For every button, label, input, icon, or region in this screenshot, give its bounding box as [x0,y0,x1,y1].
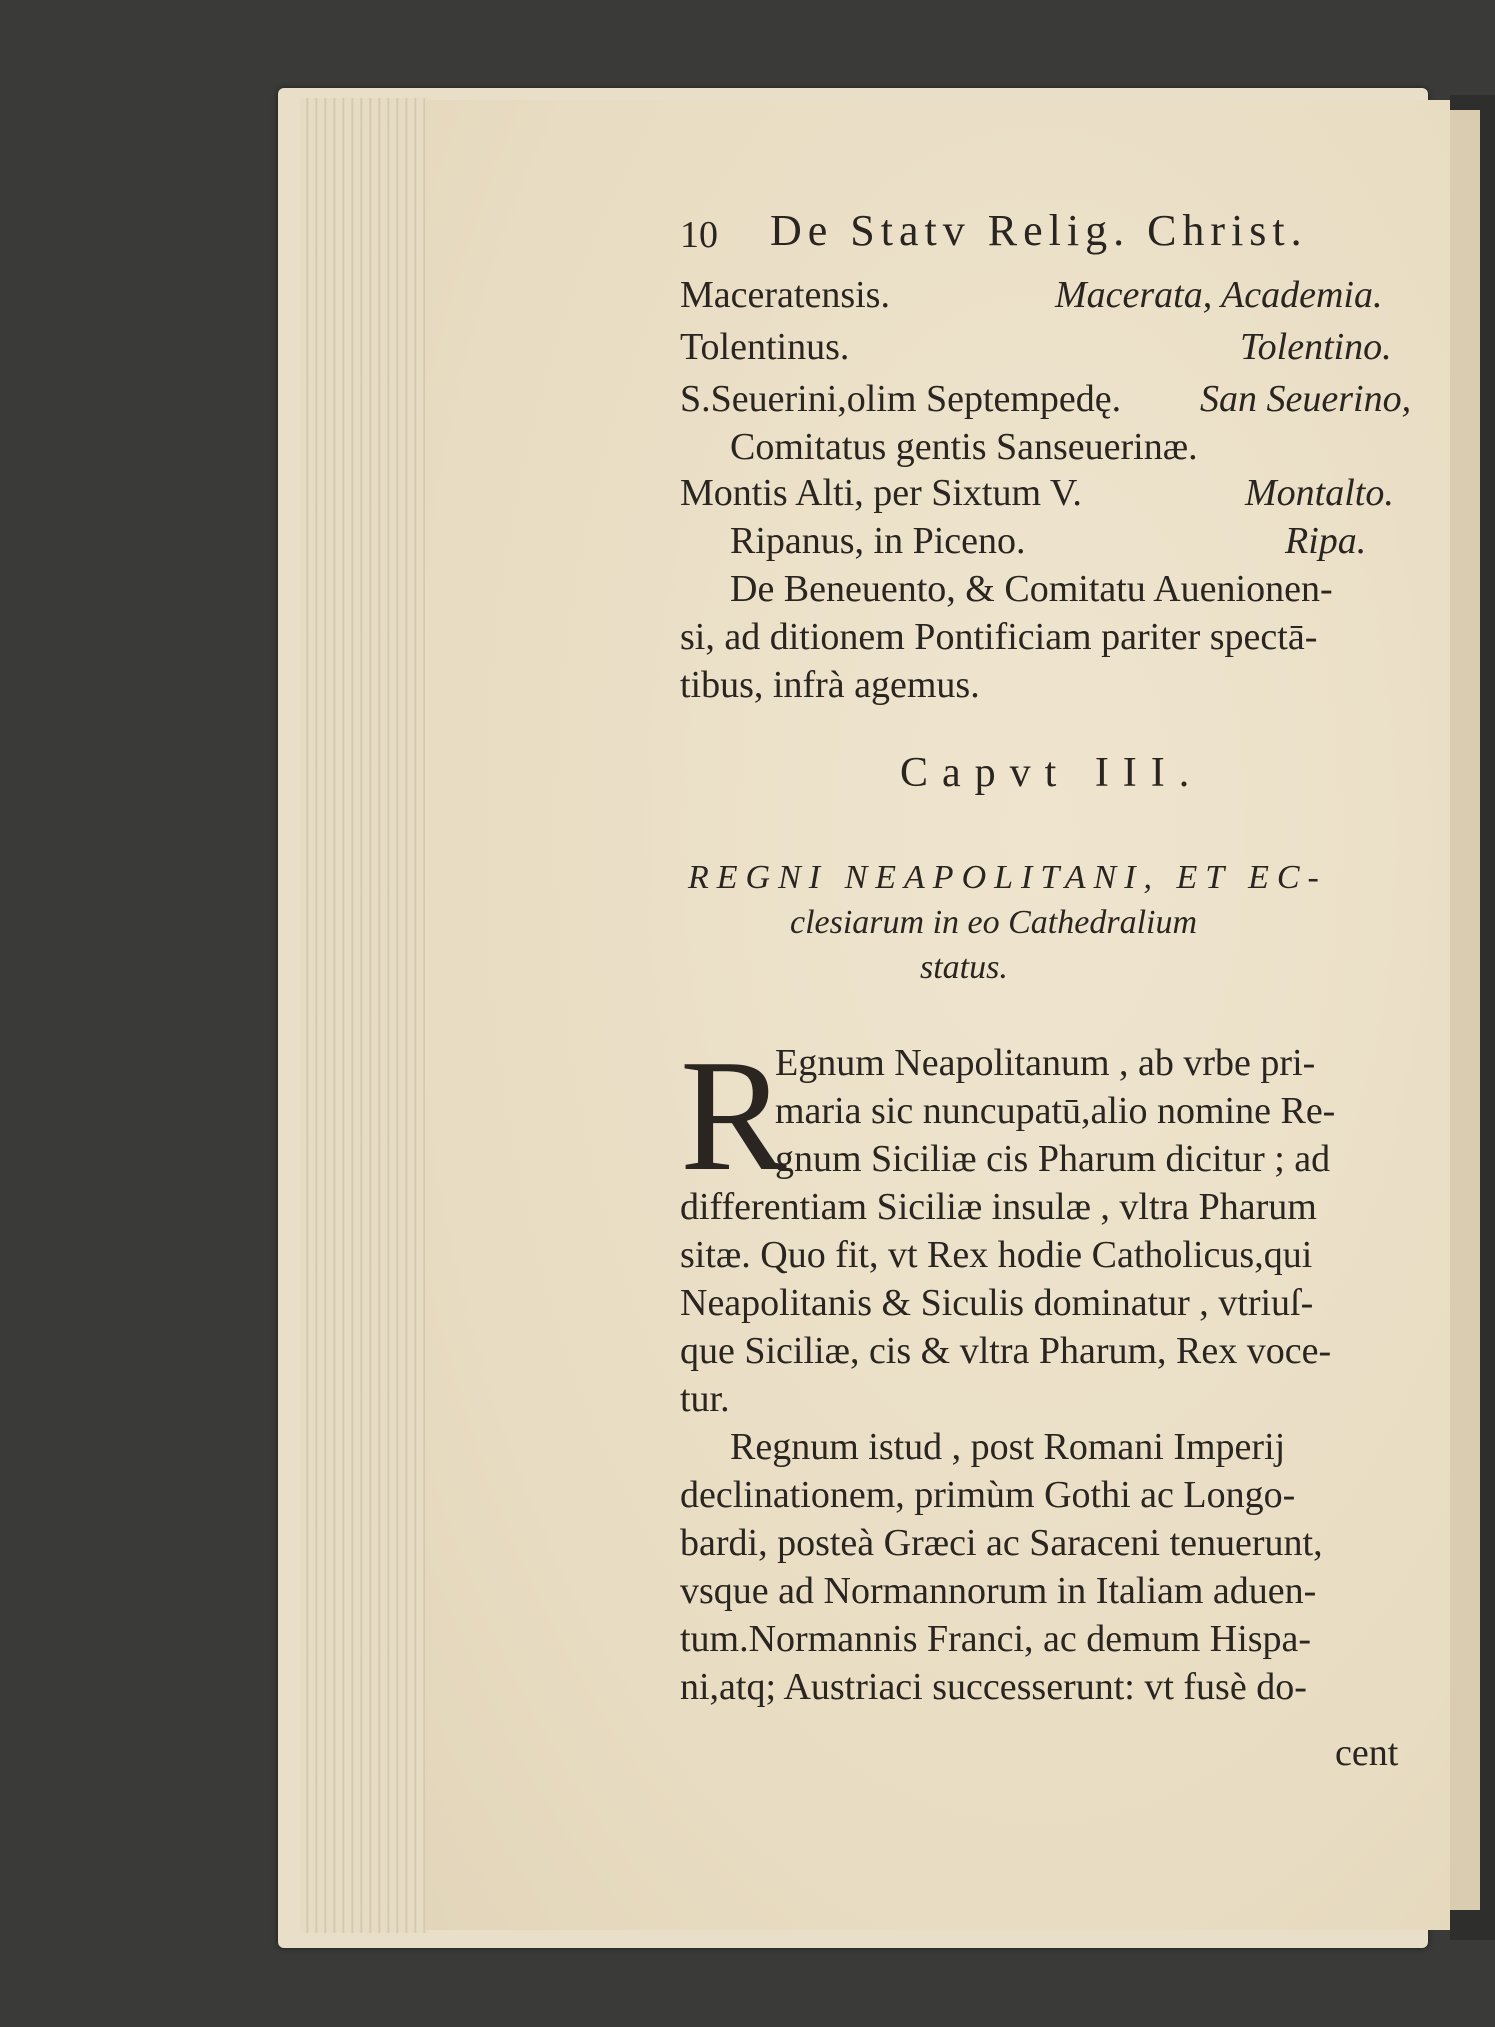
drop-cap: R [680,1026,787,1204]
entry-left: Ripanus, in Piceno. [730,520,1026,562]
paragraph-line: tur. [680,1378,730,1420]
paragraph-line: Neapolitanis & Siculis dominatur , vtriuſ- [680,1282,1314,1324]
running-title: De Statv Relig. Christ. [770,206,1308,255]
note-line: tibus, infrà agemus. [680,664,980,706]
facing-page-edge [1450,110,1480,1910]
entry-right: Macerata, Academia. [1055,274,1383,316]
page-number: 10 [680,214,718,256]
entry-right: Ripa. [1285,520,1367,562]
paragraph-line: Regnum istud , post Romani Imperij [730,1426,1286,1468]
paragraph-line: differentiam Siciliæ insulæ , vltra Pharum [680,1186,1317,1228]
entry-right: San Seuerino, [1200,378,1412,420]
page-stack [300,98,430,1933]
paragraph-line: gnum Siciliæ cis Pharum dicitur ; ad [775,1138,1331,1180]
paragraph-line: sitæ. Quo fit, vt Rex hodie Catholicus,qui [680,1234,1313,1276]
paragraph-line: declinationem, primùm Gothi ac Longo- [680,1474,1296,1516]
note-line: De Beneuento, & Comitatu Auenionen- [730,568,1333,610]
chapter-subtitle: REGNI NEAPOLITANI, ET EC- [688,859,1327,896]
note-line: si, ad ditionem Pontificiam pariter spectā- [680,616,1318,658]
chapter-heading: Capvt III. [900,750,1204,796]
entry-left: Tolentinus. [680,326,850,368]
chapter-subtitle: status. [920,949,1008,986]
entry-left: Montis Alti, per Sixtum V. [680,472,1082,514]
chapter-subtitle: clesiarum in eo Cathedralium [790,904,1198,941]
paragraph-line: Egnum Neapolitanum , ab vrbe pri- [775,1042,1316,1084]
entry-left: S.Seuerini,olim Septempedę. [680,378,1122,420]
paragraph-line: maria sic nuncupatū,alio nomine Re- [775,1090,1336,1132]
paragraph-line: que Siciliæ, cis & vltra Pharum, Rex voce- [680,1330,1332,1372]
paragraph-line: tum.Normannis Franci, ac demum Hispa- [680,1618,1312,1660]
paragraph-line: vsque ad Normannorum in Italiam aduen- [680,1570,1317,1612]
catchword: cent [1335,1732,1399,1774]
entry-continuation: Comitatus gentis Sanseuerinæ. [730,426,1198,468]
entry-left: Maceratensis. [680,274,890,316]
paragraph-line: ni,atq; Austriaci successerunt: vt fusè do- [680,1666,1307,1708]
entry-right: Montalto. [1245,472,1394,514]
paragraph-line: bardi, posteà Græci ac Saraceni tenuerunt, [680,1522,1323,1564]
entry-right: Tolentino. [1240,326,1392,368]
